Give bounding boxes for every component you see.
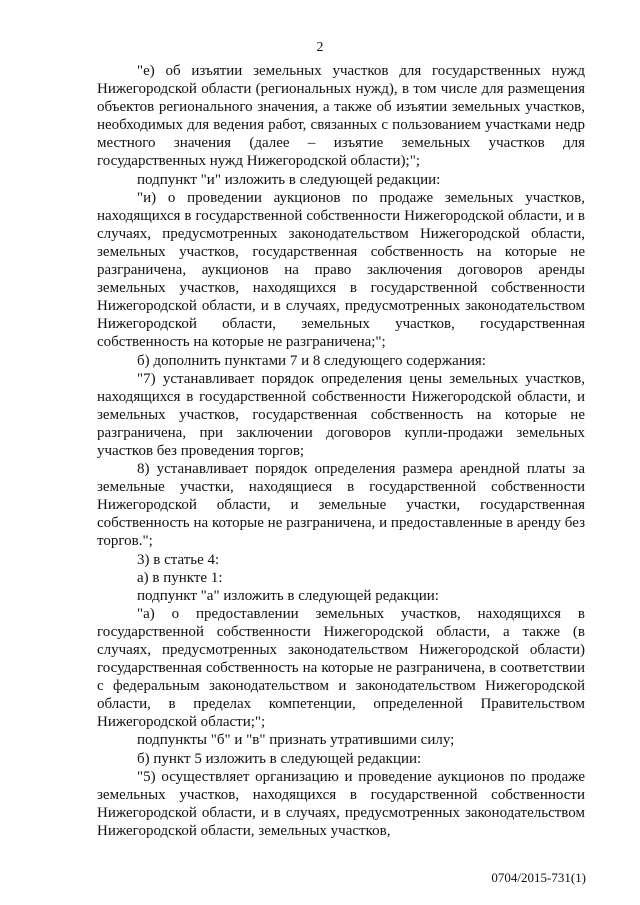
paragraph-point-5: "5) осуществляет организацию и проведение аукционов по продаже земельных участков, находящихся в государственной собственности Нижегородской области, и в случаях, предусмотренных законодательством Нижегородской области, земельных участков, bbox=[97, 768, 585, 839]
paragraph-point-1: а) в пункте 1: bbox=[137, 569, 223, 586]
paragraph-subpoint-i-intro: подпункт "и" изложить в следующей редакции: bbox=[137, 171, 441, 188]
paragraph-item-e: "е) об изъятии земельных участков для государственных нужд Нижегородской области (региональных нужд), в том числе для размещения объектов регионального значения, а также об изъятии земельных участков, необходимых для ведения работ, связанных с пользованием участками недр местного значения (далее – изъятие земельных участков для государственных нужд Нижегородской области);"; bbox=[97, 63, 585, 170]
paragraph-add-points-intro: б) дополнить пунктами 7 и 8 следующего содержания: bbox=[137, 352, 486, 369]
paragraph-subpoints-b-v: подпункты "б" и "в" признать утратившими силу; bbox=[137, 732, 455, 749]
paragraph-subpoint-a-intro: подпункт "а" изложить в следующей редакции: bbox=[137, 587, 439, 604]
page-number: 2 bbox=[316, 40, 324, 55]
paragraph-article-4: 3) в статье 4: bbox=[137, 551, 220, 568]
paragraph-point-7: "7) устанавливает порядок определения цены земельных участков, находящихся в государственной собственности Нижегородской области, и земельных участков, государственная собственность на которые не разграничена, при заключении договоров купли-продажи земельных участков без проведения торгов; bbox=[97, 370, 585, 459]
document-code: 0704/2015-731(1) bbox=[491, 870, 586, 885]
paragraph-item-i: "и) о проведении аукционов по продаже земельных участков, находящихся в государственной собственности Нижегородской области, и в случаях, предусмотренных законодательством Нижегородской области, земельных участков, государственная собственность на которые не разграничена, аукционов на право заключения договоров аренды земельных участков, находящихся в государственной собственности Нижегородской области, и в случаях, предусмотренных законодательством Нижегородской области, земельных участков, государственная собственность на которые не разграничена;"; bbox=[97, 189, 585, 351]
document-body bbox=[97, 62, 585, 840]
paragraph-point-5-intro: б) пункт 5 изложить в следующей редакции: bbox=[137, 750, 422, 767]
paragraph-point-8: 8) устанавливает порядок определения размера арендной платы за земельные участки, находящиеся в государственной собственности Нижегородской области, и земельные участки, государственная собственность на которые не разграничена, и предоставленные в аренду без торгов."; bbox=[97, 461, 585, 550]
paragraph-item-a: "а) о предоставлении земельных участков, находящихся в государственной собственности Нижегородской области, а также (в случаях, предусмотренных законодательством Нижегородской области) государственная собственность на которые не разграничена, в соответствии с федеральным законодательством и законодательством Нижегородской области, в пределах компетенции, определенной Правительством Нижегородской области;"; bbox=[97, 605, 585, 731]
